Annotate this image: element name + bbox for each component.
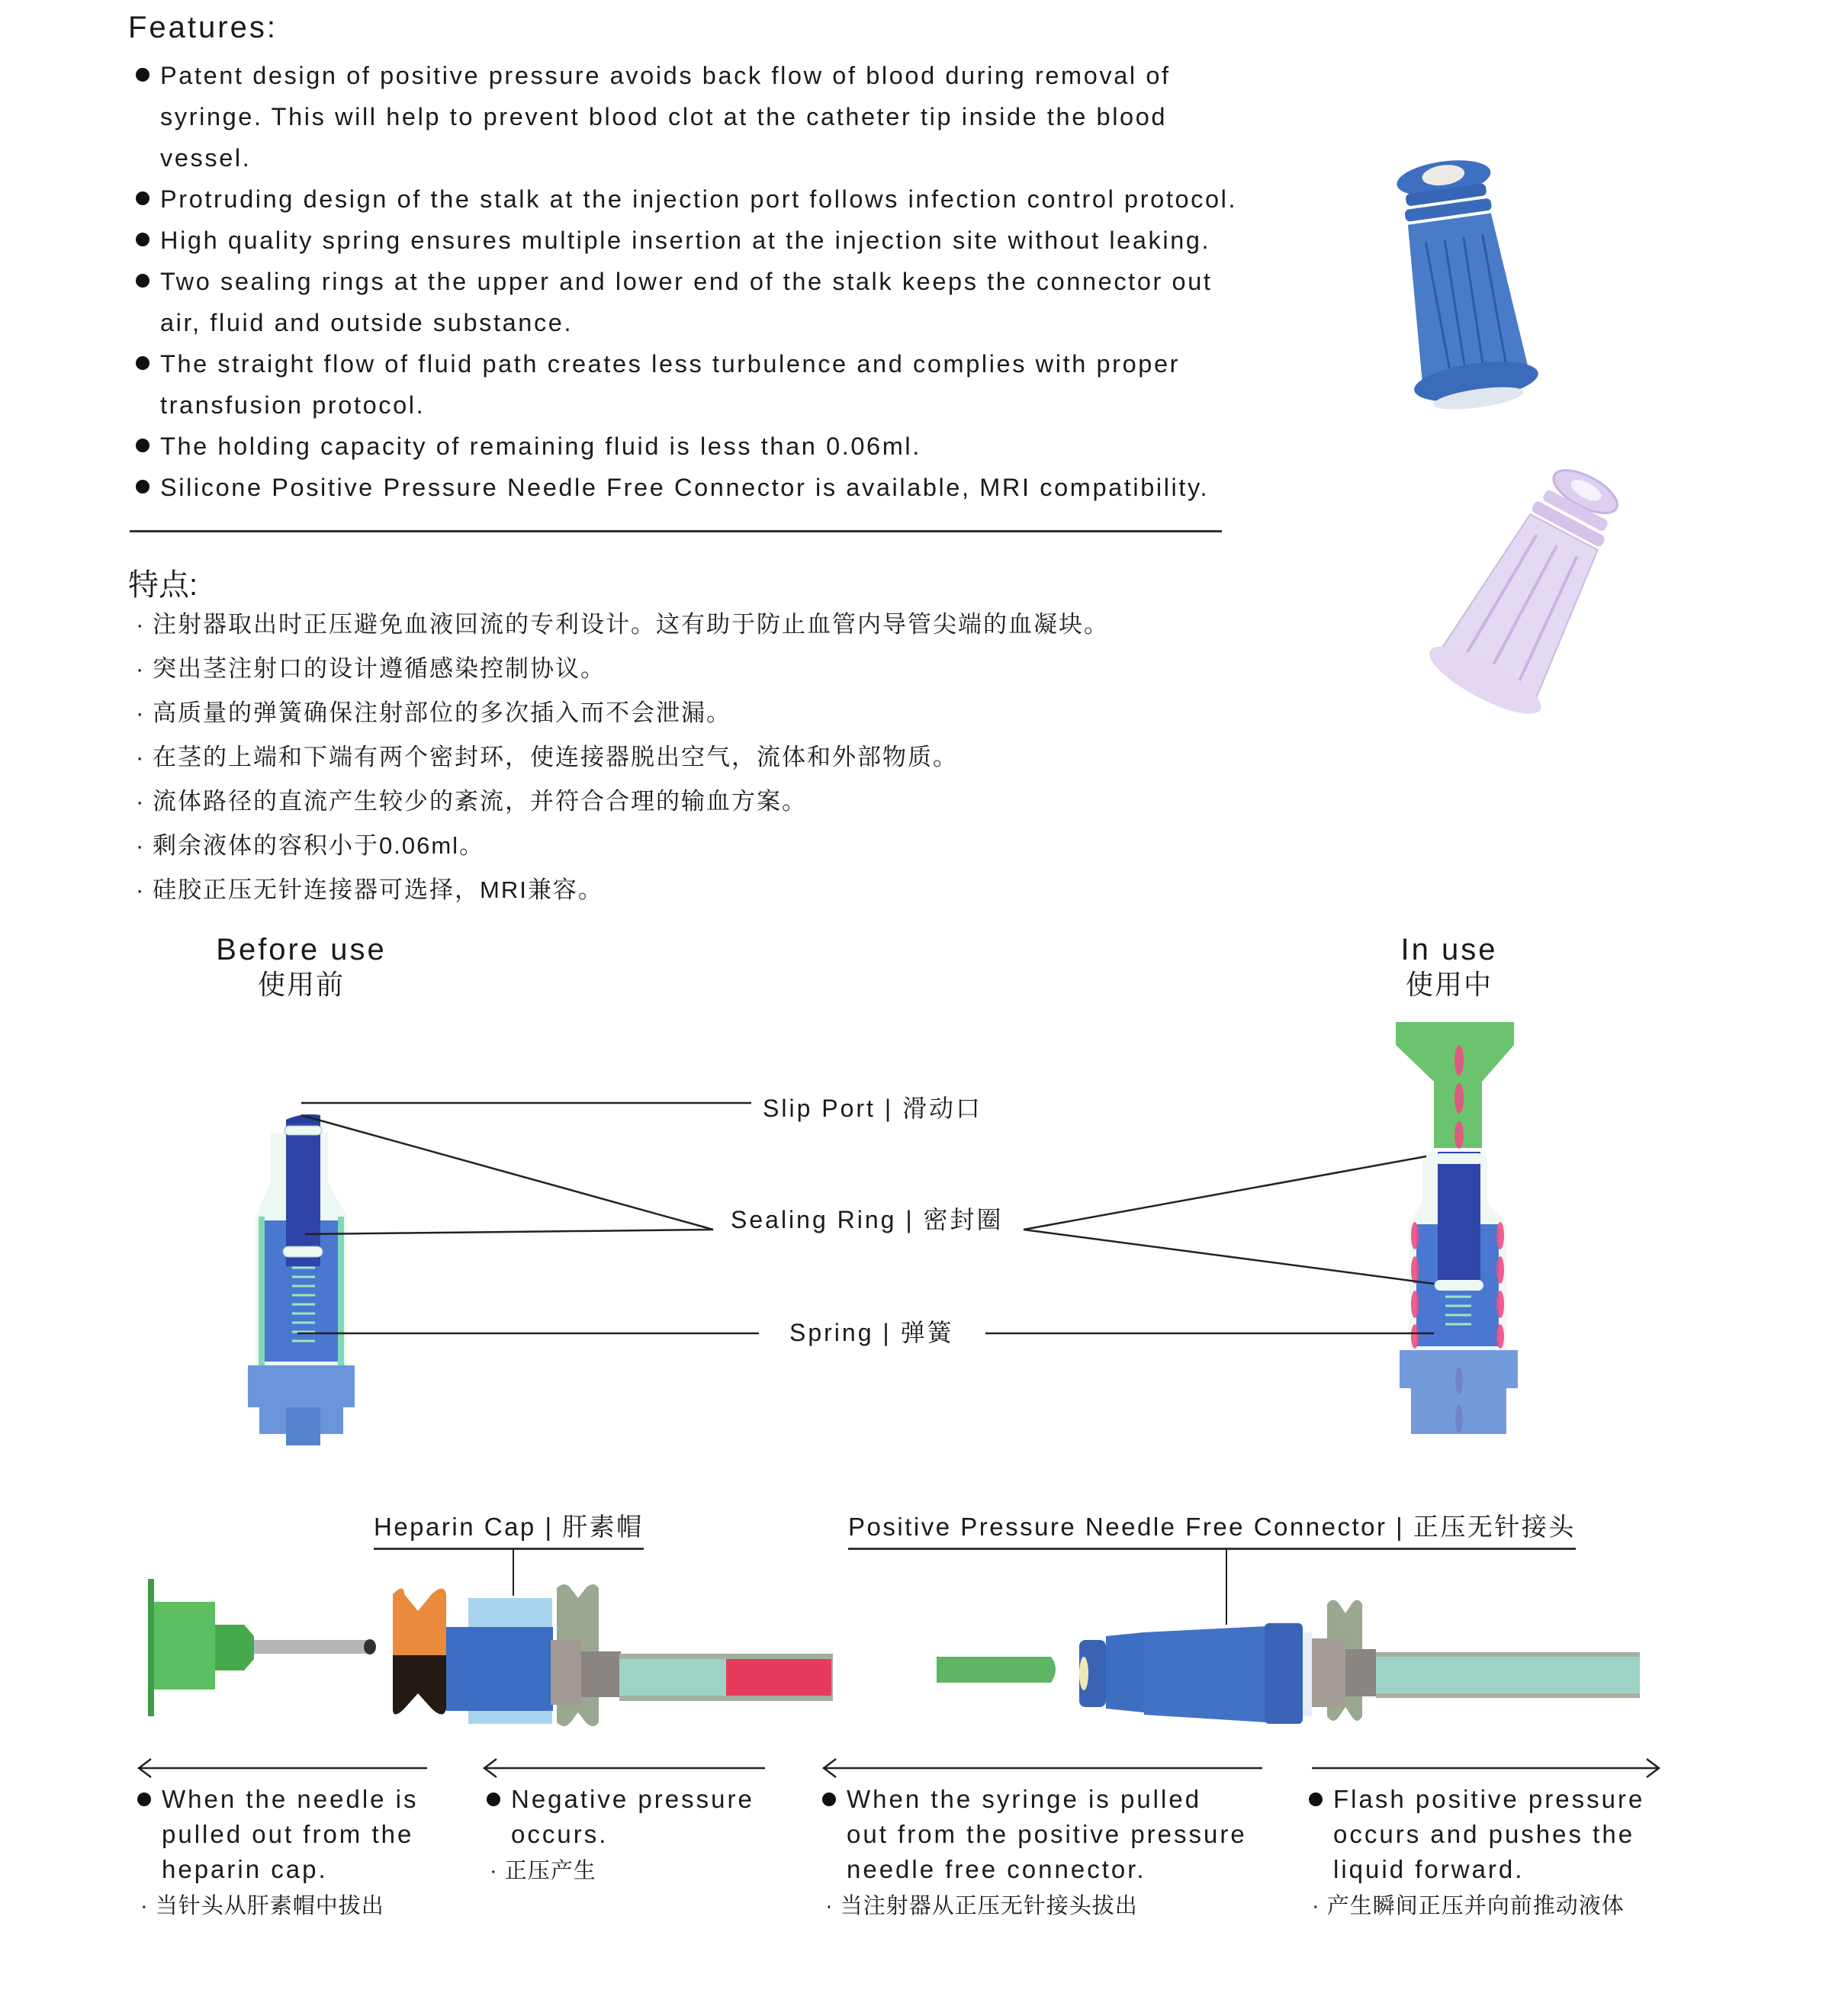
feature-cn-item: · 高质量的弹簧确保注射部位的多次插入而不会泄漏。 bbox=[136, 699, 731, 726]
feature-item: Patent design of positive pressure avoids back flow of blood during removal of bbox=[136, 55, 1326, 96]
step-negative-pressure: Negative pressure occurs. · 正压产生 bbox=[485, 1782, 754, 1889]
step-needle-removed: When the needle is pulled out from the heparin cap. · 当针头从肝素帽中拔出 bbox=[136, 1782, 419, 1924]
feature-cn-item: · 流体路径的直流产生较少的紊流，并符合合理的输血方案。 bbox=[136, 788, 807, 815]
bullet-icon bbox=[822, 1793, 836, 1806]
feature-cn-item: · 剩余液体的容积小于0.06ml。 bbox=[136, 832, 485, 859]
in-use-title: In use 使用中 bbox=[1400, 933, 1498, 1000]
features-heading: Features: bbox=[128, 11, 278, 44]
bullet-icon bbox=[137, 1793, 151, 1806]
heparin-cap-label: Heparin Cap | 肝素帽 bbox=[374, 1507, 644, 1550]
bullet-icon bbox=[487, 1793, 500, 1806]
connector-label: Positive Pressure Needle Free Connector | 正压无针接头 bbox=[848, 1507, 1576, 1550]
feature-cn-item: · 注射器取出时正压避免血液回流的专利设计。这有助于防止血管内导管尖端的血凝块。 bbox=[136, 611, 1109, 638]
features-cn-heading: 特点: bbox=[128, 568, 198, 602]
before-use-title: Before use 使用前 bbox=[216, 933, 387, 1000]
feature-cn-item: · 硅胶正压无针连接器可选择，MRI兼容。 bbox=[136, 876, 603, 903]
feature-item: Silicone Positive Pressure Needle Free Connector is available, MRI compatibility. bbox=[136, 467, 1326, 508]
step-positive-pressure: Flash positive pressure occurs and pushes the liquid forward. · 产生瞬间正压并向前推动液体 bbox=[1307, 1782, 1644, 1924]
sealing-ring-callout: Sealing Ring | 密封圈 bbox=[731, 1206, 1004, 1233]
feature-cn-item: · 在茎的上端和下端有两个密封环，使连接器脱出空气，流体和外部物质。 bbox=[136, 744, 958, 770]
feature-cn-item: · 突出茎注射口的设计遵循感染控制协议。 bbox=[136, 655, 606, 682]
slip-port-callout: Slip Port | 滑动口 bbox=[763, 1095, 983, 1122]
feature-item: The holding capacity of remaining fluid is less than 0.06ml. bbox=[136, 426, 1326, 467]
feature-item: Protruding design of the stalk at the injection port follows infection control protocol. bbox=[136, 178, 1326, 220]
bullet-icon bbox=[1309, 1793, 1323, 1806]
step-syringe-removed: When the syringe is pulled out from the positive pressure needle free connector. · 当注射器从正压无针接头拔出 bbox=[821, 1782, 1247, 1924]
features-list: Patent design of positive pressure avoids back flow of blood during removal of syringe. This will help to prevent blood clot at the catheter tip inside the blood vessel. Protruding design of the stalk at the injection port follows infection control protocol. High quality spring ensures multiple insertion at the injection site without leaking. Two sealing rings at the upper and lower end of the stalk keeps the connector out air, fluid and outside substance. The straight flow of fluid path creates less turbulence and complies with proper transfusion protocol. The holding capacity of remaining fluid is less than 0.06ml. Silicone Positive Pressure Needle Free Connector is available, MRI compatibility. bbox=[136, 55, 1326, 508]
feature-item: High quality spring ensures multiple insertion at the injection site without leaking. bbox=[136, 220, 1326, 261]
feature-item: Two sealing rings at the upper and lower end of the stalk keeps the connector out bbox=[136, 261, 1326, 302]
spring-callout: Spring | 弹簧 bbox=[789, 1319, 954, 1346]
feature-item: The straight flow of fluid path creates less turbulence and complies with proper bbox=[136, 343, 1326, 384]
